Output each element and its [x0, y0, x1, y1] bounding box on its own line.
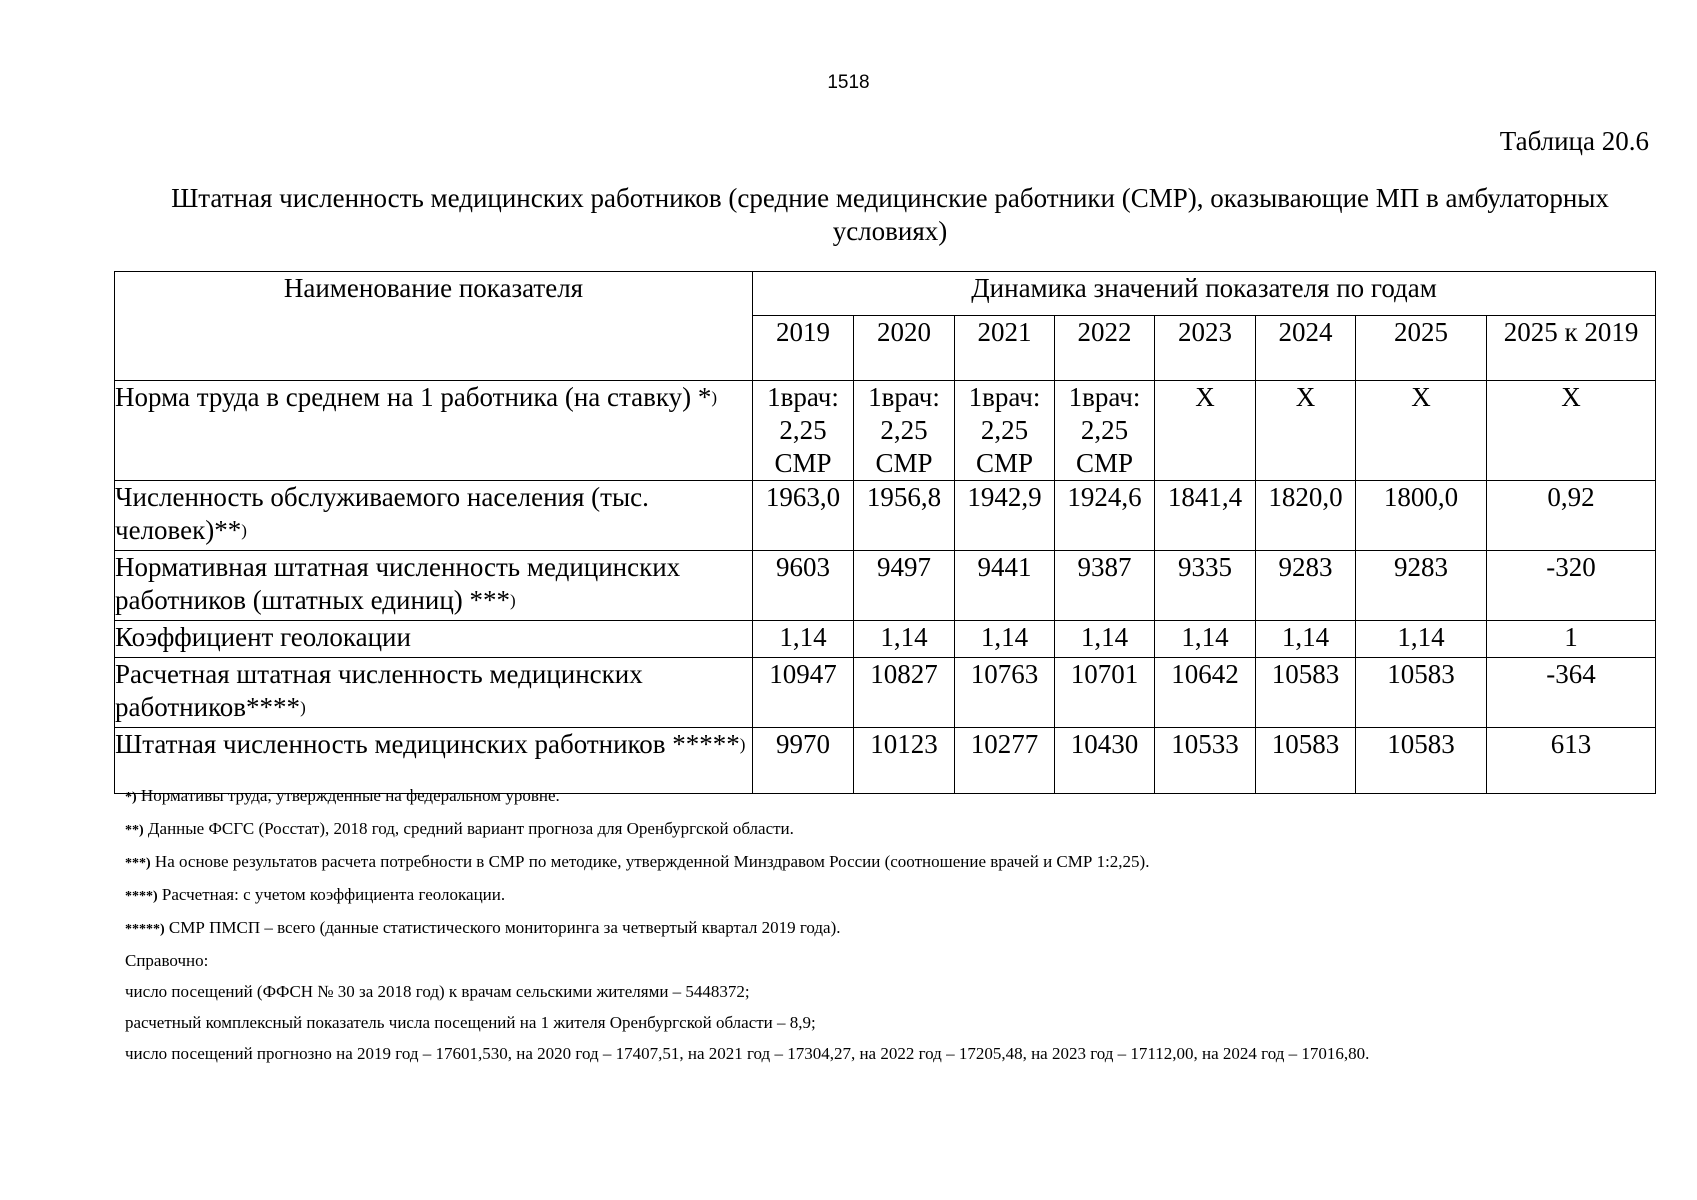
- footnote-marker: ): [711, 388, 717, 407]
- header-year: 2025: [1356, 316, 1487, 381]
- value-cell: 10123: [854, 728, 955, 794]
- value-cell: 10583: [1356, 658, 1487, 728]
- value-cell: 10642: [1155, 658, 1256, 728]
- footnotes: [125, 780, 1665, 945]
- footnote-mark: ****): [125, 889, 158, 904]
- value-cell: -320: [1487, 551, 1656, 621]
- reference-line: число посещений прогнозно на 2019 год – 17601,530, на 2020 год – 17407,51, на 2021 год – 17304,27, на 2022 год – 17205,48, на 2023 год – 17112,00, на 2024 год – 17016,80.: [125, 1044, 1370, 1063]
- table-label: Таблица 20.6: [1499, 126, 1649, 156]
- reference-notes: [125, 945, 1665, 1069]
- value-cell: 10583: [1256, 658, 1356, 728]
- footnote-mark: **): [125, 823, 144, 838]
- footnote-marker: ): [510, 591, 516, 610]
- value-cell: 1800,0: [1356, 481, 1487, 551]
- reference-line: Справочно:: [125, 951, 209, 970]
- value-cell: 1врач: 2,25 СМР: [854, 381, 955, 481]
- footnote: [125, 879, 1665, 912]
- footnote-marker: ): [300, 698, 306, 717]
- footnote-text: СМР ПМСП – всего (данные статистического мониторинга за четвертый квартал 2019 года).: [164, 918, 841, 937]
- value-cell: 1,14: [1256, 621, 1356, 658]
- value-cell: 1,14: [1155, 621, 1256, 658]
- footnote: [125, 813, 1665, 846]
- value-cell: 9970: [753, 728, 854, 794]
- footnote-mark: ***): [125, 856, 151, 871]
- indicator-label: Нормативная штатная численность медицинских работников (штатных единиц) ***: [115, 552, 681, 615]
- value-cell: 1,14: [1356, 621, 1487, 658]
- value-cell: 1: [1487, 621, 1656, 658]
- indicator-name: [115, 481, 753, 551]
- footnote-marker: ): [739, 735, 746, 754]
- table-row: [115, 551, 1656, 621]
- value-cell: Х: [1356, 381, 1487, 481]
- value-cell: 9283: [1256, 551, 1356, 621]
- notes-section: [125, 780, 1665, 1069]
- reference-line: число посещений (ФФСН № 30 за 2018 год) к врачам сельскими жителями – 5448372;: [125, 982, 750, 1001]
- value-cell: 1врач: 2,25 СМР: [753, 381, 854, 481]
- indicator-label: Норма труда в среднем на 1 работника (на ставку) *: [115, 382, 712, 412]
- value-cell: 10763: [955, 658, 1055, 728]
- reference-line: расчетный комплексный показатель числа посещений на 1 жителя Оренбургской области – 8,9;: [125, 1013, 816, 1032]
- value-cell: 9603: [753, 551, 854, 621]
- value-cell: 1820,0: [1256, 481, 1356, 551]
- indicator-name: [115, 381, 753, 481]
- value-cell: Х: [1256, 381, 1356, 481]
- header-year: 2022: [1055, 316, 1155, 381]
- value-cell: 9497: [854, 551, 955, 621]
- value-cell: 1,14: [854, 621, 955, 658]
- value-cell: 0,92: [1487, 481, 1656, 551]
- footnote-mark: *****): [125, 922, 165, 937]
- value-cell: 1956,8: [854, 481, 955, 551]
- value-cell: 9441: [955, 551, 1055, 621]
- footnote-text: Нормативы труда, утвержденные на федеральном уровне.: [136, 786, 560, 805]
- header-year: 2024: [1256, 316, 1356, 381]
- indicator-name: [115, 551, 753, 621]
- footnote-text: Данные ФСГС (Росстат), 2018 год, средний вариант прогноза для Оренбургской области.: [143, 819, 794, 838]
- value-cell: 10701: [1055, 658, 1155, 728]
- value-cell: 1врач: 2,25 СМР: [1055, 381, 1155, 481]
- value-cell: 10947: [753, 658, 854, 728]
- value-cell: 10430: [1055, 728, 1155, 794]
- indicator-label: Численность обслуживаемого населения (тыс. человек)**: [115, 482, 649, 545]
- table-row: [115, 381, 1656, 481]
- value-cell: 9335: [1155, 551, 1256, 621]
- value-cell: 1,14: [753, 621, 854, 658]
- value-cell: 9387: [1055, 551, 1155, 621]
- value-cell: 1841,4: [1155, 481, 1256, 551]
- value-cell: 10583: [1256, 728, 1356, 794]
- value-cell: Х: [1155, 381, 1256, 481]
- value-cell: 1924,6: [1055, 481, 1155, 551]
- value-cell: Х: [1487, 381, 1656, 481]
- page-number: 1518: [827, 72, 870, 93]
- header-year-comparison: 2025 к 2019: [1487, 316, 1656, 381]
- indicator-name: [115, 658, 753, 728]
- value-cell: 1942,9: [955, 481, 1055, 551]
- staffing-table: [114, 271, 1656, 794]
- value-cell: 10827: [854, 658, 955, 728]
- header-year: 2021: [955, 316, 1055, 381]
- footnote: [125, 846, 1665, 879]
- header-year: 2023: [1155, 316, 1256, 381]
- footnote-mark: *): [125, 790, 137, 805]
- value-cell: 1врач: 2,25 СМР: [955, 381, 1055, 481]
- footnote-text: Расчетная: с учетом коэффициента геолокации.: [157, 885, 506, 904]
- value-cell: 10583: [1356, 728, 1487, 794]
- table-row: [115, 481, 1656, 551]
- header-year: 2020: [854, 316, 955, 381]
- indicator-label: Коэффициент геолокации: [115, 622, 411, 652]
- table-title: Штатная численность медицинских работников (средние медицинские работники (СМР), оказывающие МП в амбулаторных условиях): [171, 183, 1609, 246]
- value-cell: 10533: [1155, 728, 1256, 794]
- value-cell: 1,14: [1055, 621, 1155, 658]
- table-body: [115, 381, 1656, 794]
- value-cell: 10277: [955, 728, 1055, 794]
- footnote-text: На основе результатов расчета потребности в СМР по методике, утвержденной Минздравом России (соотношение врачей и СМР 1:2,25).: [150, 852, 1150, 871]
- value-cell: 613: [1487, 728, 1656, 794]
- indicator-label: Штатная численность медицинских работников *****: [115, 729, 740, 759]
- footnote: [125, 780, 1665, 813]
- header-indicator-name: Наименование показателя: [115, 272, 753, 381]
- footnote: [125, 912, 1665, 945]
- value-cell: 1963,0: [753, 481, 854, 551]
- value-cell: 1,14: [955, 621, 1055, 658]
- header-dynamics: Динамика значений показателя по годам: [753, 272, 1656, 316]
- value-cell: -364: [1487, 658, 1656, 728]
- table-row: [115, 621, 1656, 658]
- indicator-name: [115, 621, 753, 658]
- table-row: [115, 658, 1656, 728]
- value-cell: 9283: [1356, 551, 1487, 621]
- header-year: 2019: [753, 316, 854, 381]
- footnote-marker: ): [241, 521, 247, 540]
- indicator-label: Расчетная штатная численность медицинских работников****: [115, 659, 643, 722]
